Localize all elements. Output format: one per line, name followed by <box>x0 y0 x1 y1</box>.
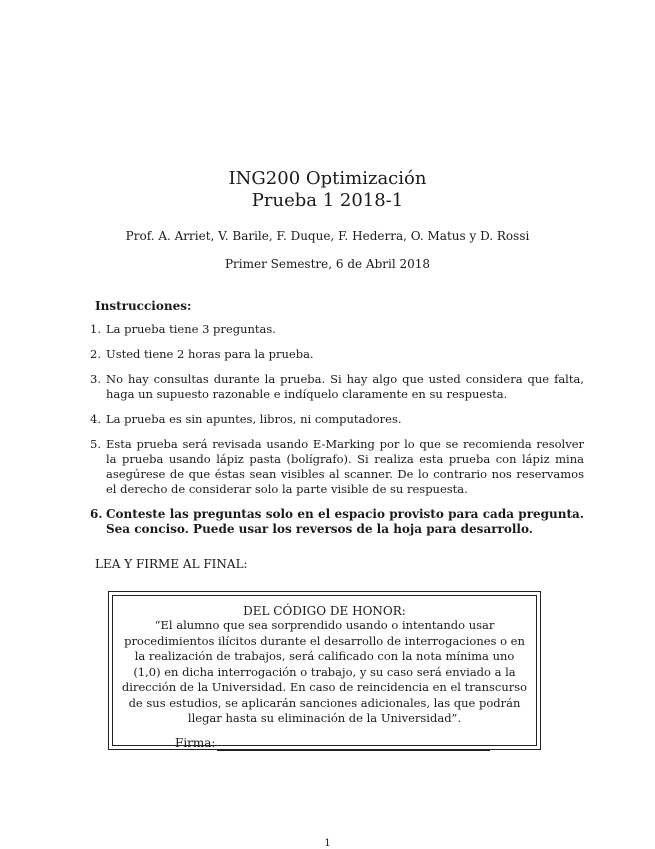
list-item <box>90 507 584 537</box>
instructions-list <box>90 322 584 547</box>
page-number: 1 <box>324 838 331 849</box>
list-item-number: 2. <box>90 347 101 361</box>
course-title: ING200 Optimización <box>228 168 427 189</box>
list-item <box>90 372 584 402</box>
exam-title: Prueba 1 2018-1 <box>251 190 404 211</box>
instructions-heading: Instrucciones: <box>95 299 192 313</box>
honor-code-title: DEL CÓDIGO DE HONOR: <box>243 604 406 618</box>
list-item-text: La prueba es sin apuntes, libros, ni computadores. <box>106 412 402 426</box>
list-item-text: No hay consultas durante la prueba. Si hay algo que usted considera que falta, haga un supuesto razonable e indíquelo claramente en su respuesta. <box>106 372 584 401</box>
list-item-number: 4. <box>90 412 101 426</box>
read-and-sign-label: LEA Y FIRME AL FINAL: <box>95 557 248 571</box>
signature-label: Firma: <box>175 736 216 750</box>
list-item <box>90 347 584 362</box>
list-item <box>90 322 584 337</box>
list-item <box>90 412 584 427</box>
list-item-text: La prueba tiene 3 preguntas. <box>106 322 276 336</box>
list-item-number: 1. <box>90 322 101 336</box>
list-item-text: Conteste las preguntas solo en el espacio provisto para cada pregunta. Sea conciso. Puede usar los reversos de la hoja para desarrollo. <box>106 507 584 536</box>
honor-code-box <box>108 591 541 750</box>
authors: Prof. A. Arriet, V. Barile, F. Duque, F. Hederra, O. Matus y D. Rossi <box>125 229 530 243</box>
title-block <box>0 168 655 212</box>
list-item-number: 5. <box>90 437 101 451</box>
list-item-text: Esta prueba será revisada usando E-Marking por lo que se recomienda resolver la prueba usando lápiz pasta (bolígrafo). Si realiza esta prueba con lápiz mina asegúrese de que éstas sean visibles al scanner. De lo contrario nos reservamos el derecho de considerar solo la parte visible de su respuesta. <box>106 437 584 496</box>
signature-line[interactable] <box>217 750 490 751</box>
list-item-number: 6. <box>90 507 103 521</box>
honor-code-text: “El alumno que sea sorprendido usando o intentando usar procedimientos ilícitos durante el desarrollo de interrogaciones o en la realización de trabajos, será calificado con la nota mínima uno (1,0) en dicha interrogación o trabajo, y su caso será enviado a la dirección de la Universidad. En caso de reincidencia en el transcurso de sus estudios, se aplicarán sanciones adicionales, las que podrán llegar hasta su eliminación de la Universidad”. <box>121 618 528 725</box>
list-item-text: Usted tiene 2 horas para la prueba. <box>106 347 314 361</box>
exam-date: Primer Semestre, 6 de Abril 2018 <box>224 257 431 271</box>
list-item-number: 3. <box>90 372 101 386</box>
honor-code-inner-frame <box>112 595 537 750</box>
list-item <box>90 437 584 497</box>
